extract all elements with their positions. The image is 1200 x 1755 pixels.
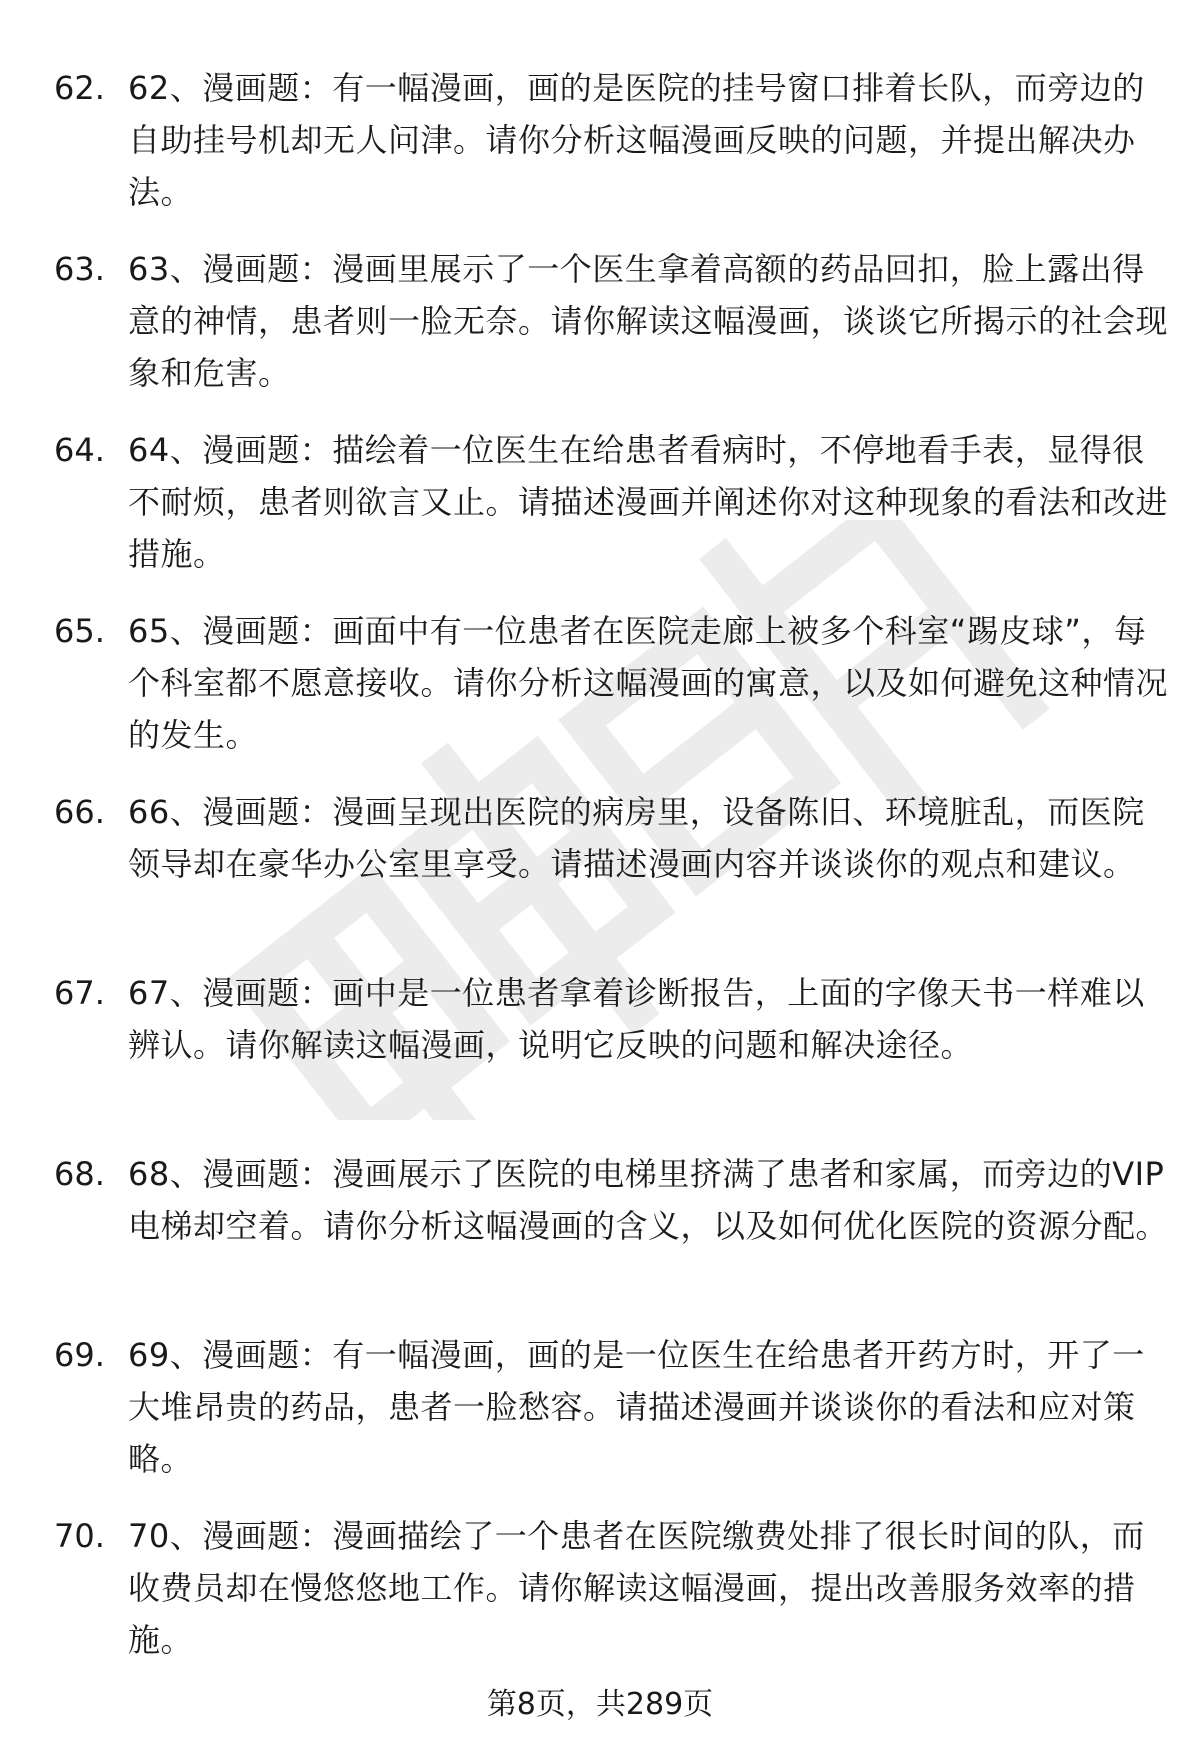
question-number: 67. xyxy=(54,974,105,1012)
question-number: 68. xyxy=(54,1155,105,1193)
question-text: 63、漫画题：漫画里展示了一个医生拿着高额的药品回扣，脸上露出得意的神情，患者则一脸无奈。请你解读这幅漫画，谈谈它所揭示的社会现象和危害。 xyxy=(128,250,1169,392)
question-number: 66. xyxy=(54,793,105,831)
question-number: 69. xyxy=(54,1336,105,1374)
question-text: 70、漫画题：漫画描绘了一个患者在医院缴费处排了很长时间的队，而收费员却在慢悠悠地工作。请你解读这幅漫画，提出改善服务效率的措施。 xyxy=(128,1517,1145,1659)
question-text: 65、漫画题：画面中有一位患者在医院走廊上被多个科室“踢皮球”，每个科室都不愿意接收。请你分析这幅漫画的寓意，以及如何避免这种情况的发生。 xyxy=(128,612,1169,754)
question-text: 64、漫画题：描绘着一位医生在给患者看病时，不停地看手表，显得很不耐烦，患者则欲言又止。请描述漫画并阐述你对这种现象的看法和改进措施。 xyxy=(128,431,1169,573)
question-item-70 xyxy=(0,1510,1200,1691)
question-item-66 xyxy=(0,786,1200,967)
question-number: 70. xyxy=(54,1517,105,1555)
question-item-65 xyxy=(0,605,1200,786)
question-text: 67、漫画题：画中是一位患者拿着诊断报告，上面的字像天书一样难以辨认。请你解读这幅漫画，说明它反映的问题和解决途径。 xyxy=(128,974,1145,1064)
question-number: 62. xyxy=(54,69,105,107)
question-list xyxy=(0,62,1200,1691)
question-text: 66、漫画题：漫画呈现出医院的病房里，设备陈旧、环境脏乱，而医院领导却在豪华办公室里享受。请描述漫画内容并谈谈你的观点和建议。 xyxy=(128,793,1145,883)
question-number: 64. xyxy=(54,431,105,469)
question-text: 62、漫画题：有一幅漫画，画的是医院的挂号窗口排着长队，而旁边的自助挂号机却无人问津。请你分析这幅漫画反映的问题，并提出解决办法。 xyxy=(128,69,1145,211)
question-item-69 xyxy=(0,1329,1200,1510)
question-number: 65. xyxy=(54,612,105,650)
page-number-label: 第8页，共289页 xyxy=(486,1687,714,1722)
question-item-67 xyxy=(0,967,1200,1148)
question-number: 63. xyxy=(54,250,105,288)
question-item-63 xyxy=(0,243,1200,424)
page-footer xyxy=(0,1685,1200,1725)
question-text: 68、漫画题：漫画展示了医院的电梯里挤满了患者和家属，而旁边的VIP电梯却空着。请你分析这幅漫画的含义，以及如何优化医院的资源分配。 xyxy=(128,1155,1169,1245)
question-text: 69、漫画题：有一幅漫画，画的是一位医生在给患者开药方时，开了一大堆昂贵的药品，患者一脸愁容。请描述漫画并谈谈你的看法和应对策略。 xyxy=(128,1336,1145,1478)
question-item-62 xyxy=(0,62,1200,243)
question-item-68 xyxy=(0,1148,1200,1329)
question-item-64 xyxy=(0,424,1200,605)
